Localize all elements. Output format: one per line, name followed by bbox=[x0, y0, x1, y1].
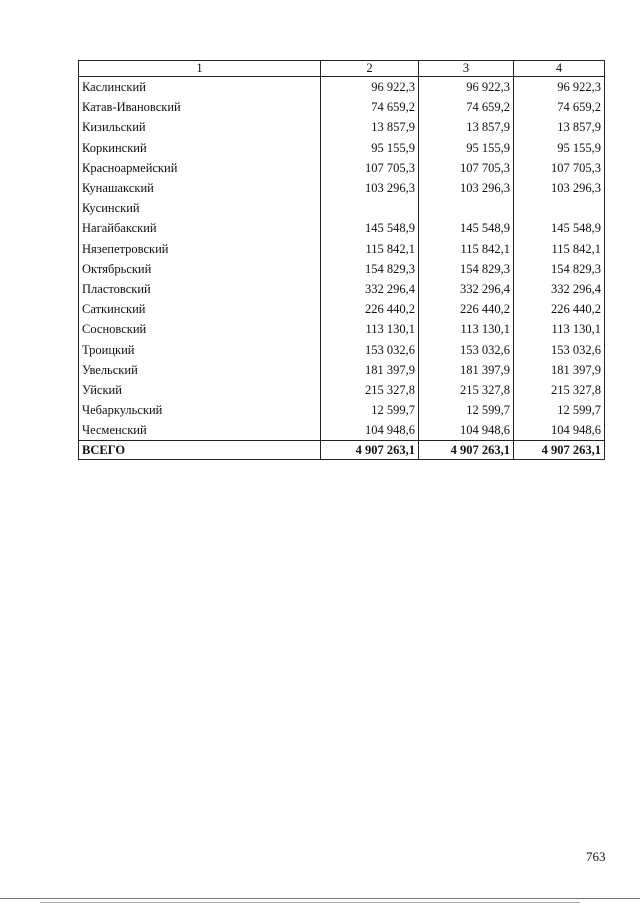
cell-district-name: Пластовский bbox=[79, 279, 321, 299]
cell-col-4: 113 130,1 bbox=[514, 319, 605, 339]
cell-district-name: Кусинский bbox=[79, 198, 321, 218]
table-row bbox=[79, 360, 605, 380]
cell-district-name: Чебаркульский bbox=[79, 400, 321, 420]
table-row bbox=[79, 400, 605, 420]
table-row bbox=[79, 279, 605, 299]
table-row bbox=[79, 77, 605, 98]
column-header-2: 2 bbox=[321, 61, 419, 77]
cell-col-4: 145 548,9 bbox=[514, 218, 605, 238]
cell-col-2: 104 948,6 bbox=[321, 420, 419, 441]
cell-col-2: 145 548,9 bbox=[321, 218, 419, 238]
cell-col-3: 96 922,3 bbox=[419, 77, 514, 98]
cell-col-4: 107 705,3 bbox=[514, 158, 605, 178]
cell-district-name: Октябрьский bbox=[79, 259, 321, 279]
cell-col-3: 215 327,8 bbox=[419, 380, 514, 400]
cell-col-4: 95 155,9 bbox=[514, 138, 605, 158]
table-row bbox=[79, 239, 605, 259]
cell-col-3: 332 296,4 bbox=[419, 279, 514, 299]
table-row bbox=[79, 339, 605, 359]
cell-col-4: 103 296,3 bbox=[514, 178, 605, 198]
cell-col-3: 95 155,9 bbox=[419, 138, 514, 158]
cell-col-4: 226 440,2 bbox=[514, 299, 605, 319]
cell-col-3: 154 829,3 bbox=[419, 259, 514, 279]
column-header-3: 3 bbox=[419, 61, 514, 77]
table-row bbox=[79, 319, 605, 339]
cell-col-2: 96 922,3 bbox=[321, 77, 419, 98]
cell-col-4: 96 922,3 bbox=[514, 77, 605, 98]
cell-col-3: 107 705,3 bbox=[419, 158, 514, 178]
cell-col-2: 153 032,6 bbox=[321, 339, 419, 359]
cell-col-3: 103 296,3 bbox=[419, 178, 514, 198]
cell-col-2: 226 440,2 bbox=[321, 299, 419, 319]
table-row bbox=[79, 198, 605, 218]
cell-district-name: Саткинский bbox=[79, 299, 321, 319]
cell-col-3: 104 948,6 bbox=[419, 420, 514, 441]
cell-district-name: Нязепетровский bbox=[79, 239, 321, 259]
cell-district-name: Уйский bbox=[79, 380, 321, 400]
cell-col-4: 215 327,8 bbox=[514, 380, 605, 400]
cell-district-name: Красноармейский bbox=[79, 158, 321, 178]
cell-district-name: Катав-Ивановский bbox=[79, 97, 321, 117]
cell-col-2: 107 705,3 bbox=[321, 158, 419, 178]
cell-col-2: 154 829,3 bbox=[321, 259, 419, 279]
table-row bbox=[79, 158, 605, 178]
cell-col-2: 103 296,3 bbox=[321, 178, 419, 198]
cell-col-4: 74 659,2 bbox=[514, 97, 605, 117]
cell-col-3 bbox=[419, 198, 514, 218]
cell-district-name: Каслинский bbox=[79, 77, 321, 98]
cell-col-3: 12 599,7 bbox=[419, 400, 514, 420]
bottom-rule-secondary bbox=[40, 902, 580, 903]
cell-col-2 bbox=[321, 198, 419, 218]
cell-col-3: 13 857,9 bbox=[419, 117, 514, 137]
total-row bbox=[79, 441, 605, 460]
table-row bbox=[79, 420, 605, 441]
cell-col-2: 95 155,9 bbox=[321, 138, 419, 158]
cell-district-name: Коркинский bbox=[79, 138, 321, 158]
cell-district-name: Увельский bbox=[79, 360, 321, 380]
cell-col-4: 12 599,7 bbox=[514, 400, 605, 420]
cell-col-4: 153 032,6 bbox=[514, 339, 605, 359]
cell-col-3: 145 548,9 bbox=[419, 218, 514, 238]
cell-col-2: 181 397,9 bbox=[321, 360, 419, 380]
column-header-1: 1 bbox=[79, 61, 321, 77]
column-header-4: 4 bbox=[514, 61, 605, 77]
table-header-row bbox=[79, 61, 605, 77]
cell-district-name: Кизильский bbox=[79, 117, 321, 137]
table-row bbox=[79, 138, 605, 158]
cell-district-name: Нагайбакский bbox=[79, 218, 321, 238]
cell-col-4: 13 857,9 bbox=[514, 117, 605, 137]
cell-col-4: 104 948,6 bbox=[514, 420, 605, 441]
table-row bbox=[79, 97, 605, 117]
cell-col-4: 332 296,4 bbox=[514, 279, 605, 299]
cell-district-name: Сосновский bbox=[79, 319, 321, 339]
page-number: 763 bbox=[586, 849, 606, 864]
cell-col-4: 154 829,3 bbox=[514, 259, 605, 279]
table-row bbox=[79, 299, 605, 319]
total-col-2: 4 907 263,1 bbox=[321, 441, 419, 460]
cell-col-3: 113 130,1 bbox=[419, 319, 514, 339]
cell-district-name: Кунашакский bbox=[79, 178, 321, 198]
cell-col-4: 115 842,1 bbox=[514, 239, 605, 259]
cell-col-2: 215 327,8 bbox=[321, 380, 419, 400]
cell-col-2: 115 842,1 bbox=[321, 239, 419, 259]
table-row bbox=[79, 117, 605, 137]
table-row bbox=[79, 218, 605, 238]
cell-col-2: 12 599,7 bbox=[321, 400, 419, 420]
cell-district-name: Чесменский bbox=[79, 420, 321, 441]
cell-col-3: 226 440,2 bbox=[419, 299, 514, 319]
cell-district-name: Троицкий bbox=[79, 339, 321, 359]
cell-col-4 bbox=[514, 198, 605, 218]
total-label: ВСЕГО bbox=[79, 441, 321, 460]
cell-col-4: 181 397,9 bbox=[514, 360, 605, 380]
cell-col-3: 153 032,6 bbox=[419, 339, 514, 359]
table-body bbox=[79, 61, 605, 460]
table-row bbox=[79, 380, 605, 400]
total-col-3: 4 907 263,1 bbox=[419, 441, 514, 460]
cell-col-2: 332 296,4 bbox=[321, 279, 419, 299]
cell-col-3: 74 659,2 bbox=[419, 97, 514, 117]
cell-col-3: 181 397,9 bbox=[419, 360, 514, 380]
bottom-rule bbox=[0, 898, 640, 899]
cell-col-3: 115 842,1 bbox=[419, 239, 514, 259]
total-col-4: 4 907 263,1 bbox=[514, 441, 605, 460]
table-row bbox=[79, 259, 605, 279]
table-row bbox=[79, 178, 605, 198]
budget-table bbox=[78, 60, 605, 460]
cell-col-2: 113 130,1 bbox=[321, 319, 419, 339]
cell-col-2: 74 659,2 bbox=[321, 97, 419, 117]
cell-col-2: 13 857,9 bbox=[321, 117, 419, 137]
